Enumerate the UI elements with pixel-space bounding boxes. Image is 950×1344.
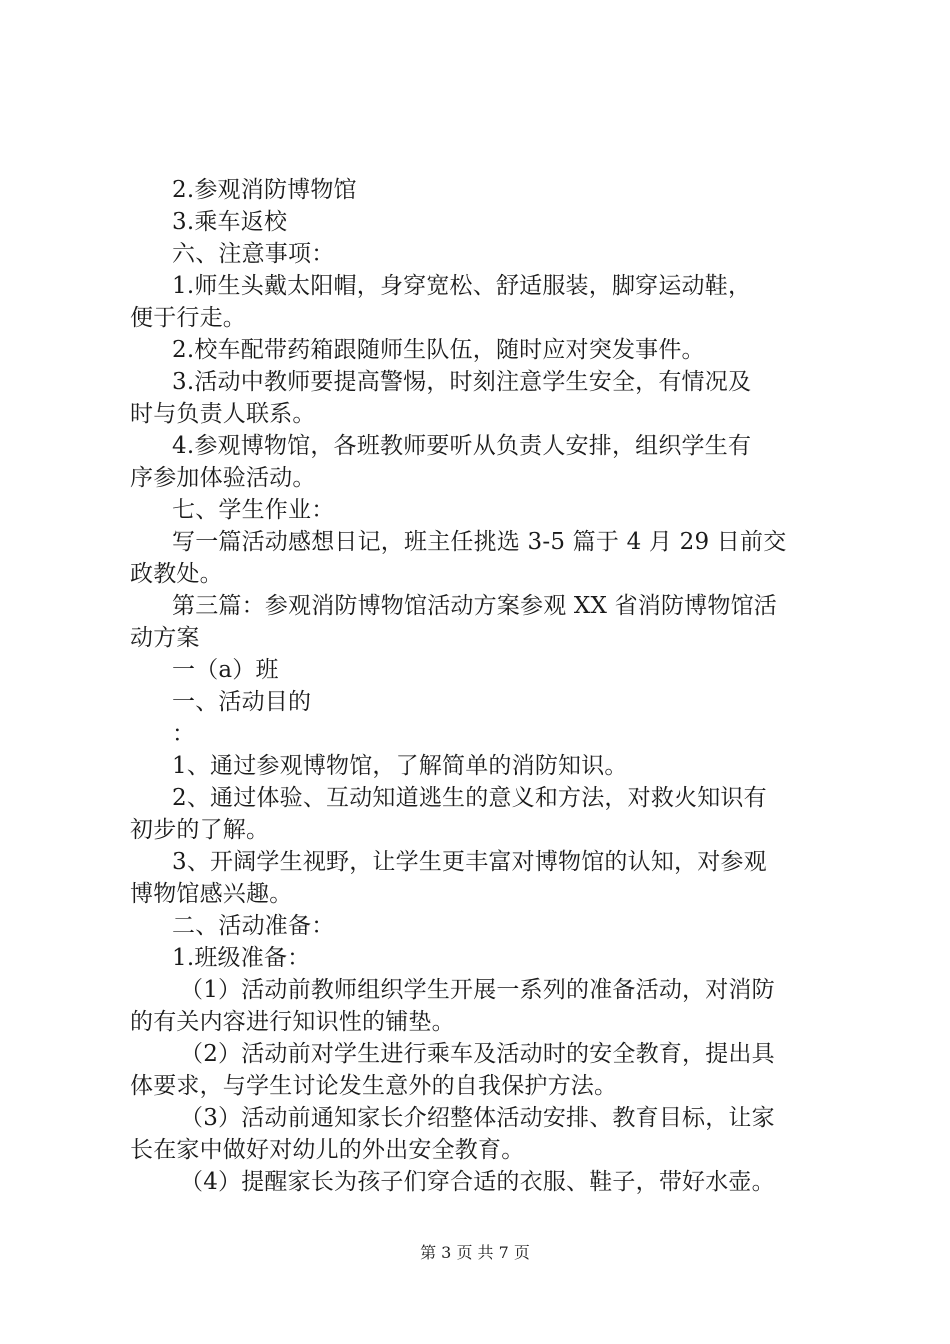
page-footer: 第 3 页 共 7 页	[420, 1243, 530, 1262]
section-heading: 一、活动目的	[172, 689, 312, 715]
paragraph-line: 3.活动中教师要提高警惕，时刻注意学生安全，有情况及	[172, 369, 752, 395]
paragraph-line: （4）提醒家长为孩子们穿合适的衣服、鞋子，带好水壶。	[180, 1169, 775, 1195]
paragraph-continuation: 博物馆感兴趣。	[130, 881, 293, 907]
section-heading: 六、注意事项：	[172, 241, 335, 267]
paragraph-continuation: 便于行走。	[130, 305, 246, 331]
paragraph-line: 写一篇活动感想日记，班主任挑选 3-5 篇于 4 月 29 日前交	[172, 529, 787, 555]
paragraph-line: 1.师生头戴太阳帽，身穿宽松、舒适服装，脚穿运动鞋，	[172, 273, 752, 299]
paragraph-line: ：	[172, 721, 196, 747]
paragraph-continuation: 体要求，与学生讨论发生意外的自我保护方法。	[130, 1073, 618, 1099]
paragraph-line: 1.班级准备：	[172, 945, 311, 971]
paragraph-continuation: 初步的了解。	[130, 817, 270, 843]
paragraph-continuation: 时与负责人联系。	[130, 401, 316, 427]
paragraph-line: 2、通过体验、互动知道逃生的意义和方法，对救火知识有	[172, 785, 767, 811]
paragraph-line: 2.参观消防博物馆	[172, 177, 357, 203]
paragraph-continuation: 的有关内容进行知识性的铺垫。	[130, 1009, 455, 1035]
paragraph-line: 3.乘车返校	[172, 209, 288, 235]
paragraph-line: 4.参观博物馆，各班教师要听从负责人安排，组织学生有	[172, 433, 752, 459]
paragraph-continuation: 序参加体验活动。	[130, 465, 316, 491]
paragraph-line: （2）活动前对学生进行乘车及活动时的安全教育，提出具	[180, 1041, 775, 1067]
paragraph-line: 1、通过参观博物馆，了解简单的消防知识。	[172, 753, 628, 779]
paragraph-continuation: 长在家中做好对幼儿的外出安全教育。	[130, 1137, 525, 1163]
paragraph-line: （1）活动前教师组织学生开展一系列的准备活动，对消防	[180, 977, 775, 1003]
class-label: 一（a）班	[172, 657, 279, 683]
paragraph-line: （3）活动前通知家长介绍整体活动安排、教育目标，让家	[180, 1105, 775, 1131]
document-body	[130, 174, 832, 1198]
chapter-heading-continuation: 动方案	[130, 625, 200, 651]
chapter-heading: 第三篇：参观消防博物馆活动方案参观 XX 省消防博物馆活	[172, 593, 777, 619]
section-heading: 二、活动准备：	[172, 913, 335, 939]
paragraph-continuation: 政教处。	[130, 561, 223, 587]
paragraph-line: 3、开阔学生视野，让学生更丰富对博物馆的认知，对参观	[172, 849, 767, 875]
section-heading: 七、学生作业：	[172, 497, 335, 523]
paragraph-line: 2.校车配带药箱跟随师生队伍，随时应对突发事件。	[172, 337, 705, 363]
